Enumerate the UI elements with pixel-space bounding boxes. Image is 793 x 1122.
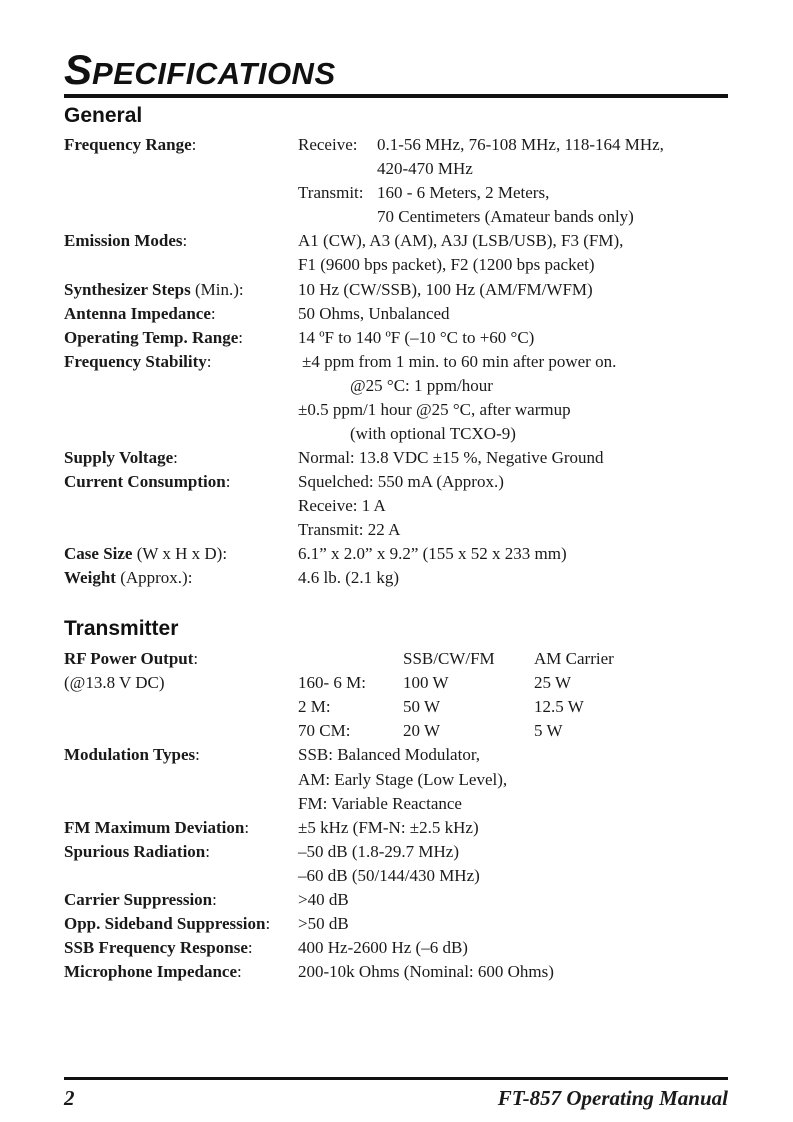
spec-transmit-line1: 160 - 6 Meters, 2 Meters, (377, 183, 550, 202)
spec-label-rf-power-output: RF Power Output: (64, 649, 199, 668)
rf-row-ssb: 20 W (403, 721, 440, 740)
rf-col-header-am: AM Carrier (534, 649, 614, 668)
page-title-initial: S (64, 46, 93, 93)
spec-temp-value: 14 ºF to 140 ºF (–10 °C to +60 °C) (298, 328, 535, 347)
spec-label-mic-impedance: Microphone Impedance: (64, 962, 242, 981)
spec-receive-line2: 420-470 MHz (377, 159, 473, 178)
spec-current-line2: Receive: 1 A (298, 496, 386, 515)
spec-synthesizer-value: 10 Hz (CW/SSB), 100 Hz (AM/FM/WFM) (298, 280, 593, 299)
spec-label-spurious-radiation: Spurious Radiation: (64, 842, 210, 861)
spec-receive-line1: 0.1-56 MHz, 76-108 MHz, 118-164 MHz, (377, 135, 664, 154)
spec-label-frequency-stability: Frequency Stability: (64, 352, 212, 371)
spec-label-current-consumption: Current Consumption: (64, 472, 231, 491)
spec-stability-line1: ±4 ppm from 1 min. to 60 min after power on. (302, 352, 617, 371)
spec-label-fm-deviation: FM Maximum Deviation: (64, 818, 250, 837)
spec-stability-line4: (with optional TCXO-9) (350, 424, 516, 443)
spec-label-opp-sideband: Opp. Sideband Suppression: (64, 914, 271, 933)
spec-label-synthesizer-steps: Synthesizer Steps (Min.): (64, 280, 244, 299)
spec-spurious-line1: –50 dB (1.8-29.7 MHz) (298, 842, 460, 861)
spec-stability-line3: ±0.5 ppm/1 hour @25 °C, after warmup (298, 400, 571, 419)
spec-supply-value: Normal: 13.8 VDC ±15 %, Negative Ground (298, 448, 604, 467)
spec-rf-sublabel: (@13.8 V DC) (64, 673, 165, 692)
rf-row-am: 5 W (534, 721, 563, 740)
spec-antenna-value: 50 Ohms, Unbalanced (298, 304, 450, 323)
spec-stability-line2: @25 °C: 1 ppm/hour (350, 376, 493, 395)
spec-transmit-line2: 70 Centimeters (Amateur bands only) (377, 207, 634, 226)
spec-label-frequency-range: Frequency Range: (64, 135, 197, 154)
spec-modulation-line3: FM: Variable Reactance (298, 794, 462, 813)
section-heading-transmitter: Transmitter (64, 617, 179, 640)
spec-current-line1: Squelched: 550 mA (Approx.) (298, 472, 504, 491)
rf-row-ssb: 50 W (403, 697, 440, 716)
spec-modulation-line1: SSB: Balanced Modulator, (298, 745, 481, 764)
page-title-rest: PECIFICATIONS (92, 56, 336, 91)
section-heading-general: General (64, 104, 143, 127)
page-number: 2 (64, 1086, 75, 1110)
spec-carrier-value: >40 dB (298, 890, 349, 909)
rf-row-band: 2 M: (298, 697, 331, 716)
rf-row-am: 25 W (534, 673, 571, 692)
spec-mic-value: 200-10k Ohms (Nominal: 600 Ohms) (298, 962, 554, 981)
rf-row-am: 12.5 W (534, 697, 584, 716)
rf-row-ssb: 100 W (403, 673, 449, 692)
rf-row-band: 160- 6 M: (298, 673, 366, 692)
spec-label-modulation-types: Modulation Types: (64, 745, 200, 764)
manual-title: FT-857 Operating Manual (497, 1086, 728, 1110)
spec-emission-line1: A1 (CW), A3 (AM), A3J (LSB/USB), F3 (FM), (298, 231, 624, 250)
spec-label-weight: Weight (Approx.): (64, 568, 193, 587)
rf-col-header-ssb: SSB/CW/FM (403, 649, 495, 668)
spec-case-value: 6.1” x 2.0” x 9.2” (155 x 52 x 233 mm) (298, 544, 567, 563)
spec-fm-deviation-value: ±5 kHz (FM-N: ±2.5 kHz) (298, 818, 479, 837)
spec-opp-sideband-value: >50 dB (298, 914, 349, 933)
spec-emission-line2: F1 (9600 bps packet), F2 (1200 bps packet) (298, 255, 595, 274)
spec-modulation-line2: AM: Early Stage (Low Level), (298, 770, 508, 789)
footer-rule (64, 1077, 728, 1080)
spec-label-supply-voltage: Supply Voltage: (64, 448, 178, 467)
page-title (64, 46, 336, 94)
spec-label-operating-temp: Operating Temp. Range: (64, 328, 244, 347)
spec-spurious-line2: –60 dB (50/144/430 MHz) (298, 866, 480, 885)
rf-row-band: 70 CM: (298, 721, 351, 740)
spec-label-antenna-impedance: Antenna Impedance: (64, 304, 216, 323)
spec-label-case-size: Case Size (W x H x D): (64, 544, 228, 563)
spec-label-carrier-suppression: Carrier Suppression: (64, 890, 217, 909)
spec-current-line3: Transmit: 22 A (298, 520, 401, 539)
spec-ssb-response-value: 400 Hz-2600 Hz (–6 dB) (298, 938, 468, 957)
spec-label-ssb-response: SSB Frequency Response: (64, 938, 253, 957)
spec-label-emission-modes: Emission Modes: (64, 231, 188, 250)
title-rule (64, 94, 728, 98)
spec-weight-value: 4.6 lb. (2.1 kg) (298, 568, 400, 587)
spec-transmit-label: Transmit: (298, 183, 364, 202)
spec-receive-label: Receive: (298, 135, 358, 154)
